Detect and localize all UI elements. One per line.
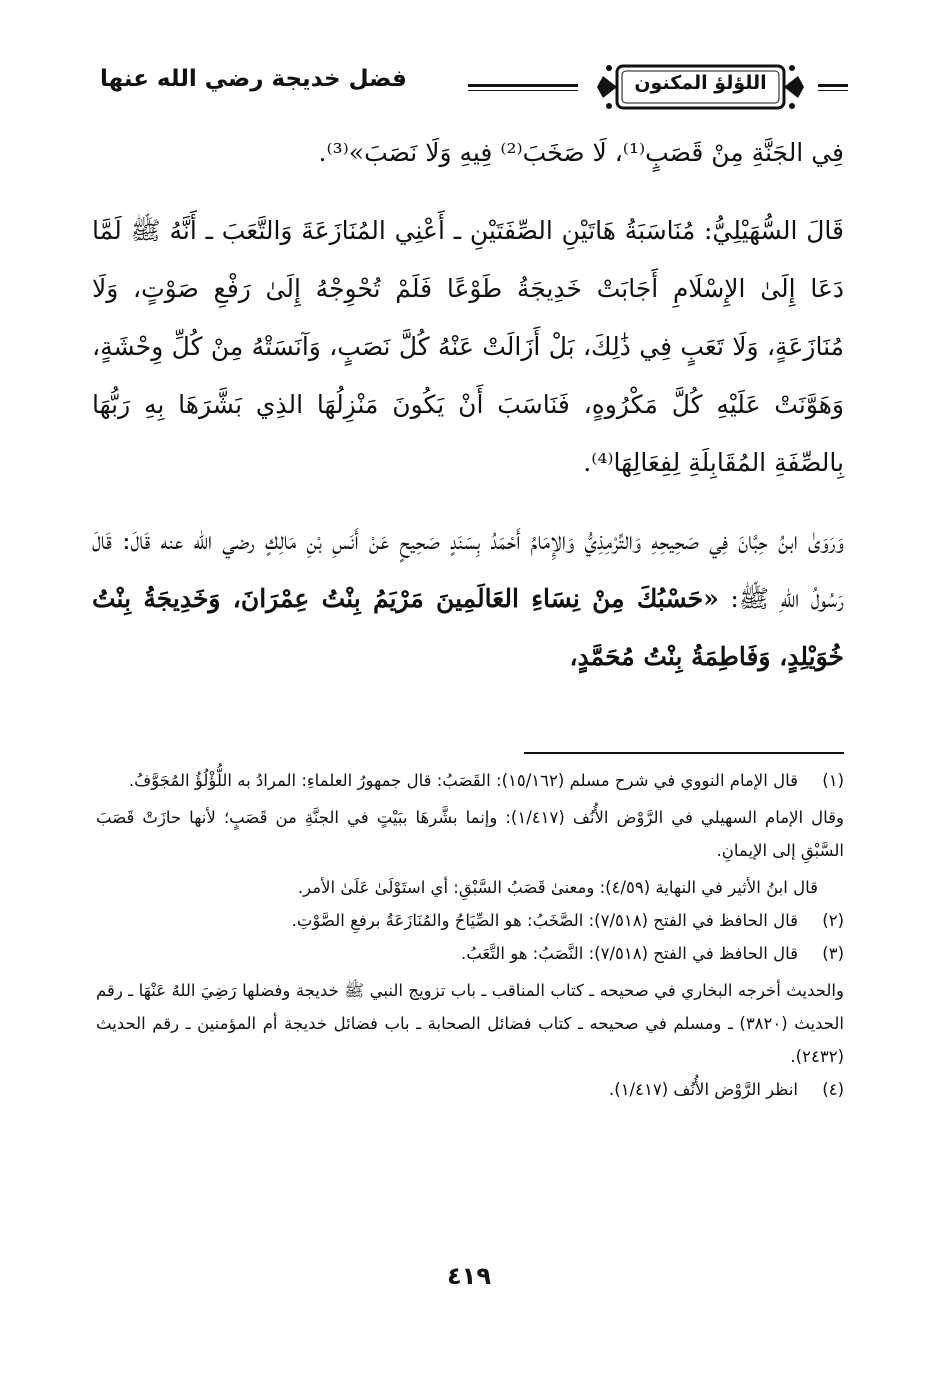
book-title-frame <box>593 58 808 116</box>
footnote-text: قال الإمام النووي في شرح مسلم (١٥/١٦٢): القَصَبُ: قال جمهورُ العلماءِ: المرادُ به اللُّؤْلُؤُ المُجَوَّفُ. <box>128 771 798 790</box>
footnote-text: انظر الرَّوْض الأُنُف (١/٤١٧). <box>609 1080 798 1099</box>
footnote-number: (٢) <box>822 911 844 930</box>
footnote-number: (٤) <box>822 1080 844 1099</box>
main-text <box>92 124 844 686</box>
paragraph: فِي الجَنَّةِ مِنْ قَصَبٍ⁽¹⁾، لَا صَخَبَ⁽²⁾ فِيهِ وَلَا نَصَبَ»⁽³⁾. <box>318 138 844 167</box>
footnote-text: قال الحافظ في الفتح (٧/٥١٨): النَّصَبُ: هو التَّعَبُ. <box>460 944 798 963</box>
header-rule <box>818 84 848 91</box>
footnote-continuation: والحديث أخرجه البخاري في صحيحه ـ كتاب المناقب ـ باب تزويج النبي ﷺ خديجة وفضلها رَضِيَ اللهُ عَنْهَا ـ رقم الحديث (٣٨٢٠) ـ ومسلم في صحيحه ـ كتاب فضائل الصحابة ـ باب فضائل خديجة أم المؤمنين ـ رقم الحديث (٢٤٣٢). <box>96 981 844 1066</box>
hadith-quote: «حَسْبُكَ مِنْ نِسَاءِ العَالَمِينَ مَرْيَمُ بِنْتُ عِمْرَانَ، وَخَدِيجَةُ بِنْتُ خُوَيْلِدٍ، وَفَاطِمَةُ بِنْتُ مُحَمَّدٍ، <box>92 584 844 671</box>
footnote-number: (١) <box>822 771 844 790</box>
book-title: اللؤلؤ المكنون <box>634 72 767 94</box>
footnote-number: (٣) <box>822 944 844 963</box>
footnote <box>96 904 844 937</box>
paragraph: قَالَ السُّهَيْلِيُّ: مُنَاسَبَةُ هَاتَيْنِ الصِّفَتَيْنِ ـ أَعْنِي المُنَازَعَةَ وَالتَّعَبَ ـ أَنَّهُ ﷺ لَمَّا دَعَا إِلَىٰ الإِسْلَامِ أَجَابَتْ خَدِيجَةُ طَوْعًا فَلَمْ تُحْوِجْهُ إِلَىٰ رَفْعِ صَوْتٍ، وَلَا مُنَازَعَةٍ، وَلَا تَعَبٍ فِي ذَٰلِكَ، بَلْ أَزَالَتْ عَنْهُ كُلَّ نَصَبٍ، وَآنَسَتْهُ مِنْ كُلِّ وِحْشَةٍ، وَهَوَّنَتْ عَلَيْهِ كُلَّ مَكْرُوهٍ، فَنَاسَبَ أَنْ يَكُونَ مَنْزِلُهَا الذِي بَشَّرَهَا بِهِ رَبُّهَا بِالصِّفَةِ المُقَابِلَةِ لِفِعَالِهَا⁽⁴⁾. <box>92 216 844 477</box>
page-number: ٤١٩ <box>447 1262 491 1290</box>
footnotes <box>96 764 844 1106</box>
footnote <box>96 1073 844 1106</box>
footnote-divider <box>524 752 844 754</box>
footnote-continuation: قال ابنُ الأثير في النهاية (٤/٥٩): ومعنىٰ قَصَبُ السَّبْقِ: أي استَوْلَىٰ عَلَىٰ الأمر. <box>297 878 818 897</box>
footnote <box>96 764 844 797</box>
paragraph-text: وَرَوَىٰ ابنُ حِبَّانَ فِي صَحِيحِهِ وَالتِّرْمِذِيُّ وَالإِمَامُ أَحْمَدُ بِسَنَدٍ صَحِيحٍ عَنْ أَنَسِ بْنِ مَالِكٍ رضي الله عنه قَالَ: قَالَ رَسُولُ اللهِ ﷺ: <box>92 526 844 613</box>
chapter-title: فضل خديجة رضي الله عنها <box>100 66 407 92</box>
footnote-text: قال الحافظ في الفتح (٧/٥١٨): الصَّخَبُ: هو الصِّيَاحُ والمُنَازَعَةُ برفعِ الصَّوْتِ. <box>291 911 798 930</box>
paragraph <box>92 512 844 686</box>
header-rule <box>468 84 578 91</box>
footnote-continuation: وقال الإمام السهيلي في الرَّوْض الأُنُف (١/٤١٧): وإنما بشَّرهَا ببَيْتٍ في الجنَّةِ من قَصَبٍ؛ لأنها حازَتْ قَصَبَ السَّبْقِ إلى الإيمانِ. <box>96 808 844 860</box>
page-header <box>100 58 848 120</box>
footnote <box>96 937 844 970</box>
